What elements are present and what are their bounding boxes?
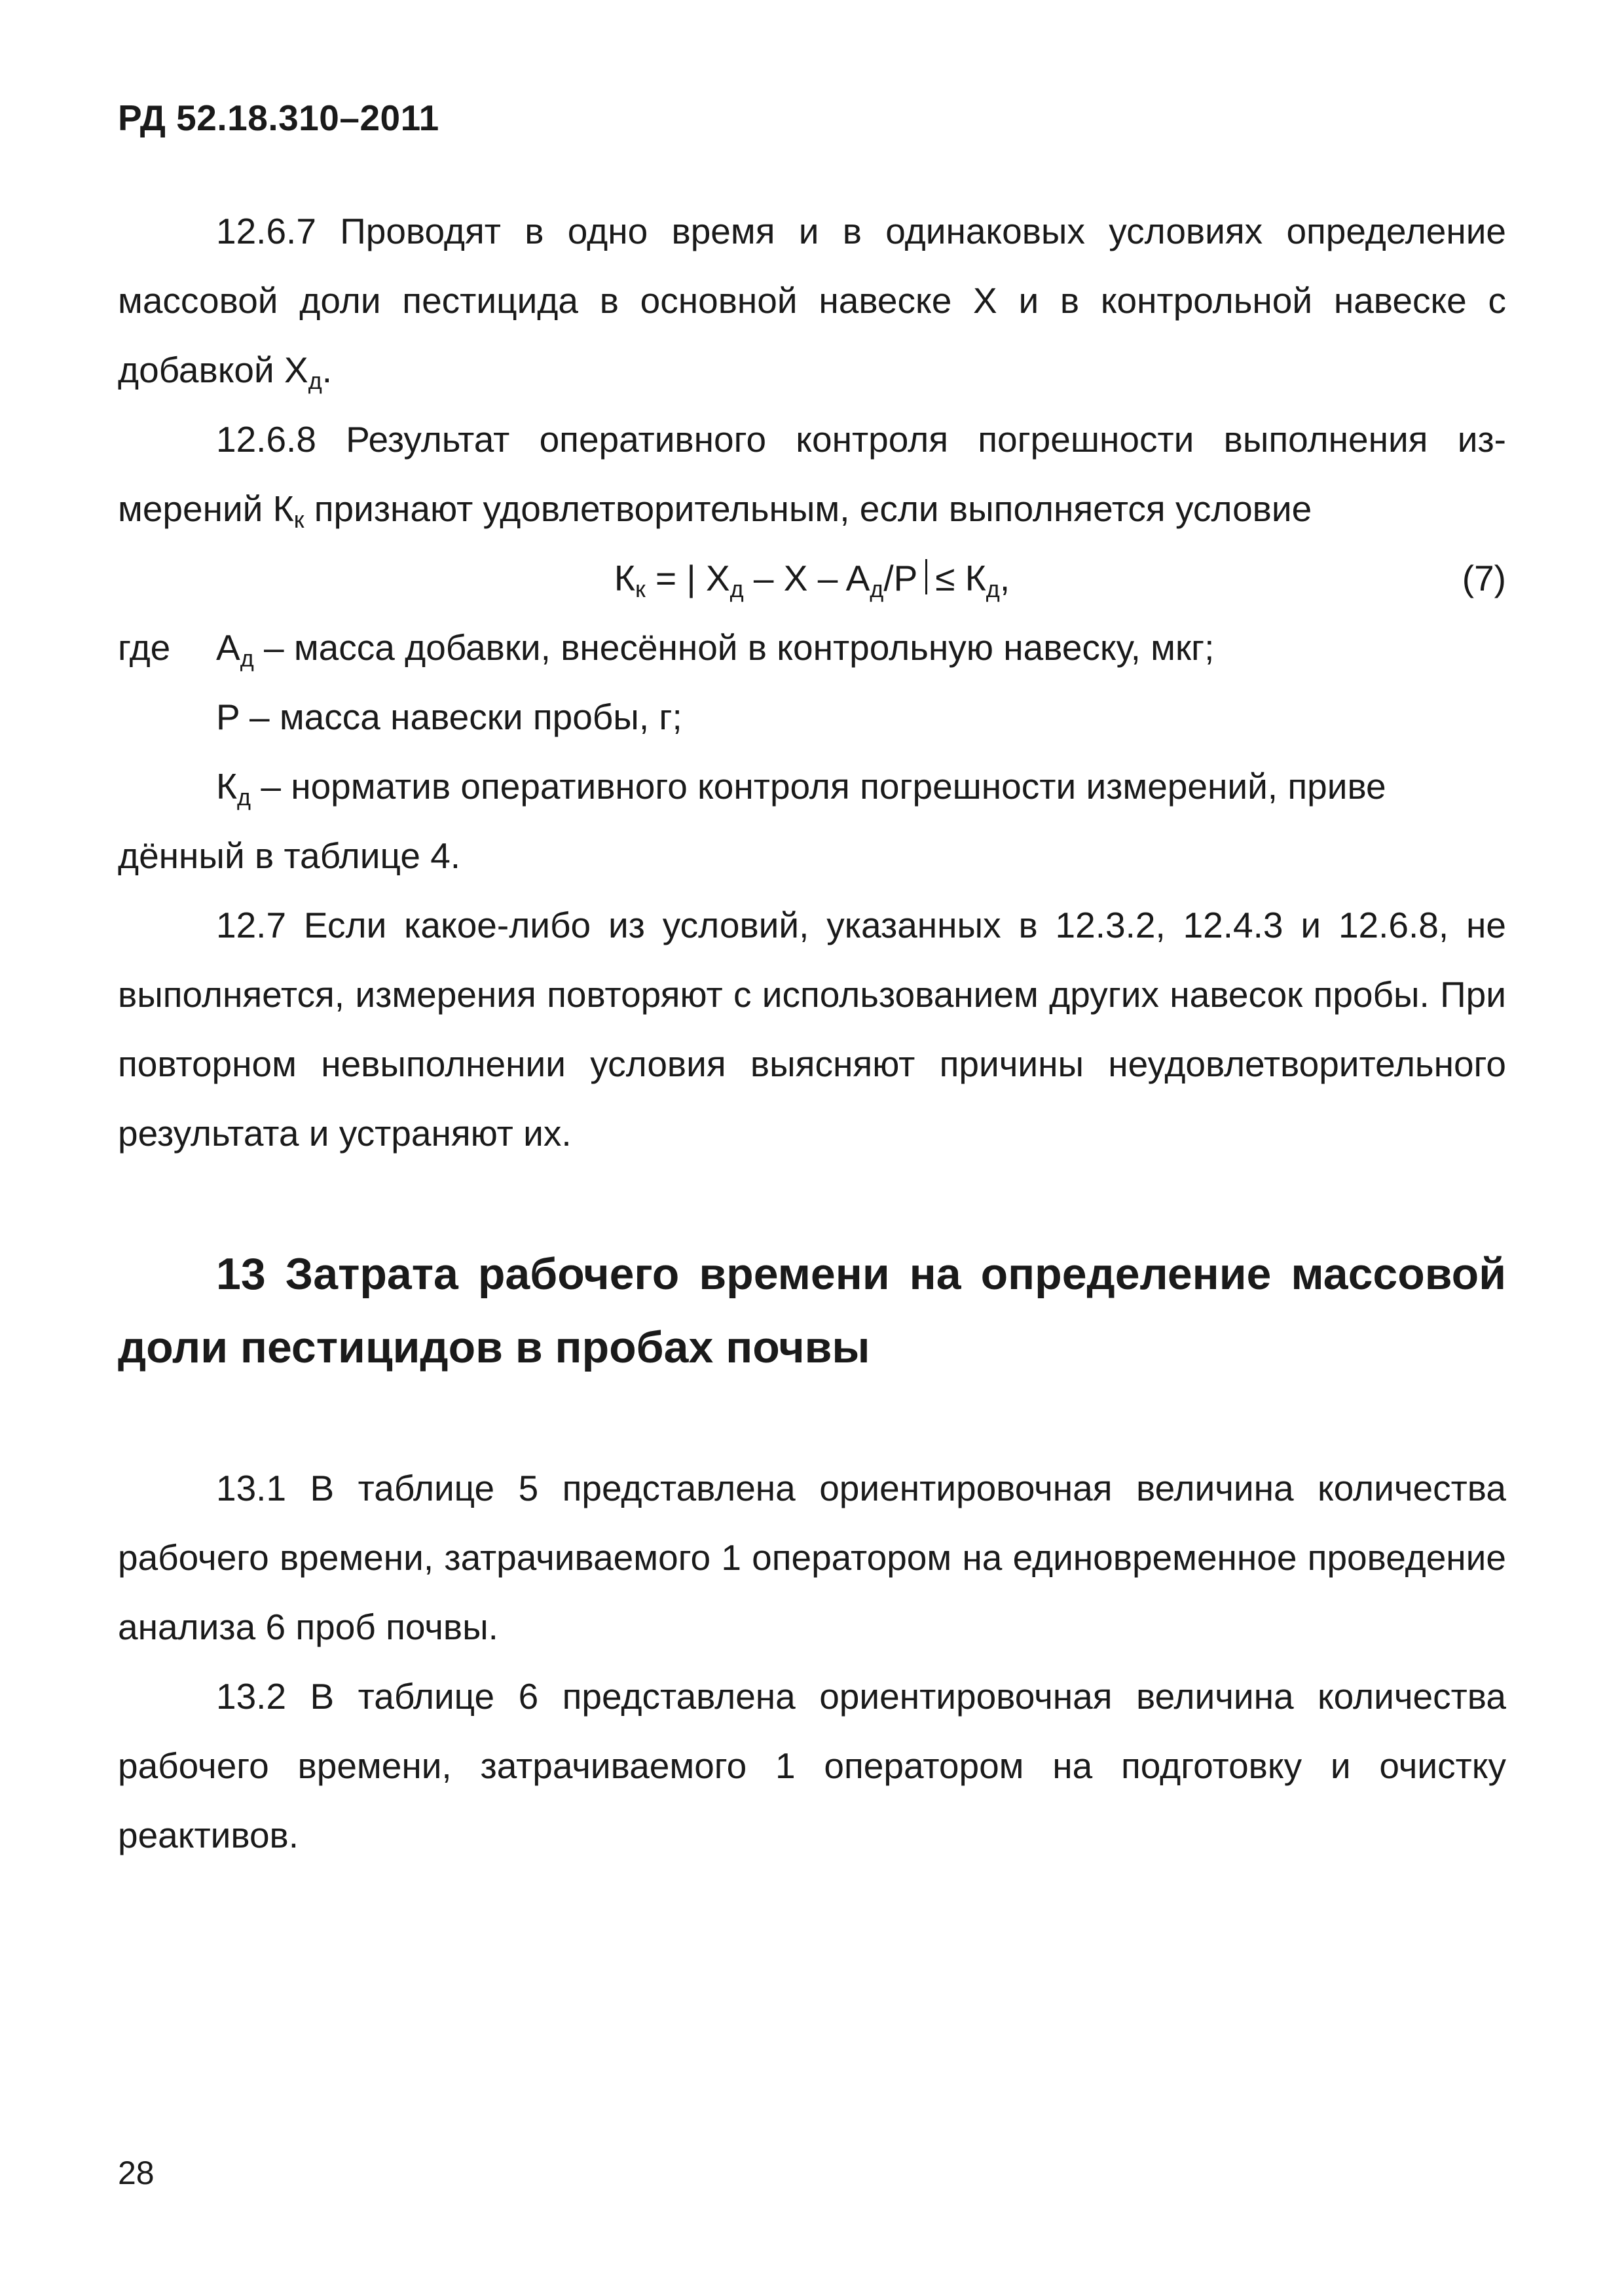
paragraph-13-2: 13.2 В таблице 6 представлена ориентировочная величина количества рабочего времени, затрачиваемого 1 оператором на подготовку и очистку реактивов. xyxy=(118,1676,1506,1855)
paragraph-12-6-8-text-a: 12.6.8 Результат оперативного контроля погрешности выполнения измерений К xyxy=(118,419,1506,529)
paragraph-12-6-7-text: 12.6.7 Проводят в одно время и в одинаковых условиях определение массовой доли пестицида в основной навеске X и в контрольной навеске с добавкой X xyxy=(118,211,1506,390)
formula-a-subscript: д xyxy=(870,575,884,602)
where-item-p xyxy=(118,682,1506,752)
paragraph-12-6-7 xyxy=(118,196,1506,405)
paragraph-12-7: 12.7 Если какое-либо из условий, указанных в 12.3.2, 12.4.3 и 12.6.8, не выполняется, измерения повторяют с использованием других навесок пробы. При повторном невыполнении условия выясняют причины неудовлетворительного результата и устраняют их. xyxy=(118,905,1506,1154)
paragraph-13-1: 13.1 В таблице 5 представлена ориентировочная величина количества рабочего времени, затрачиваемого 1 оператором на единовременное проведение анализа 6 проб почвы. xyxy=(118,1468,1506,1647)
paragraph-12-6-8 xyxy=(118,405,1506,543)
formula-le-k: ≤ К xyxy=(935,558,986,598)
where-a: A xyxy=(216,627,240,668)
paragraph-12-6-8-text-b: признают удовлетворительным, если выполняется условие xyxy=(304,488,1312,529)
formula-k: К xyxy=(614,558,635,598)
where-k-text: – норматив оперативного контроля погрешности измерений, приве xyxy=(251,766,1386,807)
formula-k-subscript: к xyxy=(635,575,646,602)
where-a-subscript: д xyxy=(240,645,254,672)
where-a-text: – масса добавки, внесённой в контрольную навеску, мкг; xyxy=(253,627,1215,668)
where-k-subscript: д xyxy=(237,784,251,811)
paragraph-12-6-7-end: . xyxy=(322,350,332,390)
document-code-header: РД 52.18.310–2011 xyxy=(118,98,439,138)
formula-minus-x: – X – A xyxy=(743,558,870,598)
subscript-d: д xyxy=(308,367,322,394)
formula-x-subscript: д xyxy=(729,575,744,602)
where-item-a xyxy=(118,613,1506,682)
page-body xyxy=(118,196,1506,1870)
where-p-text: P – масса навески пробы, г; xyxy=(216,697,682,737)
where-label: где xyxy=(118,627,171,668)
formula-comma: , xyxy=(999,558,1010,598)
where-item-k-wrap: дённый в таблице 4. xyxy=(118,835,461,876)
formula-number: (7) xyxy=(1462,558,1506,598)
section-13-heading: 13 Затрата рабочего времени на определение массовой доли пестицидов в пробах почвы xyxy=(118,1249,1506,1372)
formula-equals: = | X xyxy=(645,558,730,598)
where-k: К xyxy=(216,766,238,807)
where-item-k xyxy=(118,752,1506,821)
subscript-k: к xyxy=(293,506,304,533)
formula-expression xyxy=(614,543,1010,613)
absolute-value-bar xyxy=(925,559,927,594)
formula-7 xyxy=(118,543,1506,613)
formula-over-p: /P xyxy=(883,558,918,598)
page-number: 28 xyxy=(118,2155,155,2191)
section-13-body xyxy=(118,1453,1506,1870)
formula-kd-subscript: д xyxy=(986,575,1000,602)
